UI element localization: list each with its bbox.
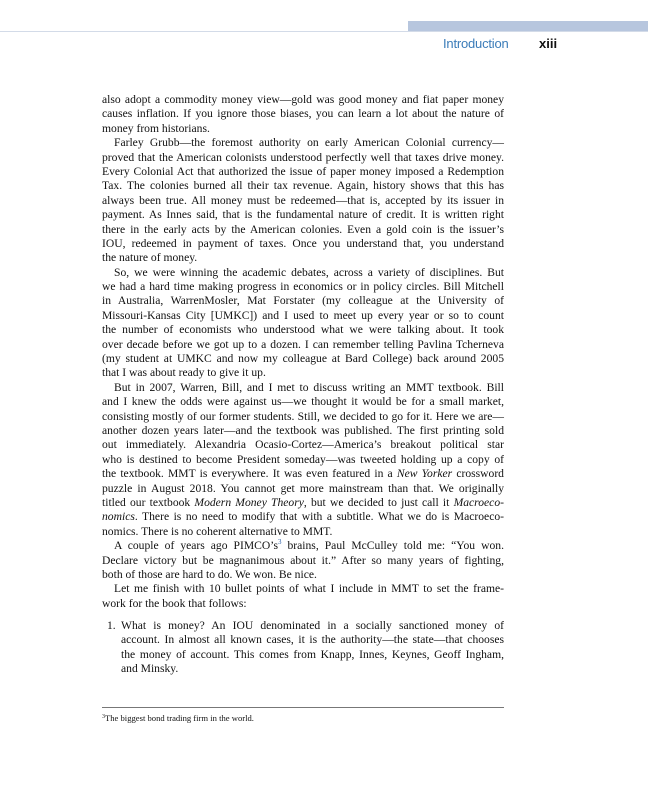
header-rule [0,31,648,32]
paragraph [102,381,504,539]
text-run: money from historians. [102,121,210,135]
text-run: consisting mostly of our former students. Still, we decided to go for it. Here we are— [102,409,504,423]
text-run: What is money? An IOU denominated in a socially sanctioned money of [121,619,504,633]
text-run: . There is no need to modify that with a subtitle. What we do is Macroeco- [134,510,504,524]
text-line [102,266,504,280]
text-line [102,395,504,409]
text-line [102,179,504,193]
text-line [102,280,504,294]
text-run: But in 2007, Warren, Bill, and I met to discuss writing an MMT textbook. Bill [114,380,504,394]
text-line [102,467,504,481]
list-item-body [121,619,504,677]
text-line [102,539,504,553]
text-line [102,165,504,179]
text-line [102,194,504,208]
text-run: always been true. All money must be redeemed—that is, accepted by its issuer in [102,193,504,207]
text-line [102,510,504,524]
text-line [102,438,504,452]
text-line [102,107,504,121]
body-text [102,93,504,677]
text-line [102,151,504,165]
header-accent-bar [408,21,648,31]
text-line [102,453,504,467]
text-line [102,323,504,337]
text-run: Farley Grubb—the foremost authority on early American Colonial currency— [114,136,504,150]
italic-title: nomics [102,510,135,524]
text-run: titled our textbook [102,495,195,509]
text-line [102,294,504,308]
text-run: crossword [452,467,504,481]
text-run: account. In almost all known cases, it is the authority—the state—that chooses [121,633,504,647]
text-run: who is destined to become President someday—was tweeted holding up a copy of [102,452,504,466]
text-run: over decade before we got up to a dozen. I can remember telling Pavlina Tcherneva [102,337,504,351]
text-line [102,93,504,107]
text-line [102,223,504,237]
text-run: payment. As Innes said, that is the fundamental nature of credit. It is written right [102,208,504,222]
text-line [102,525,504,539]
footnote-text: The biggest bond trading firm in the world. [105,713,254,723]
text-line [102,496,504,510]
text-line [121,662,504,676]
text-line [121,648,504,662]
text-run: Tax. The colonies burned all their tax revenue. Again, history shows that this has [102,179,504,193]
italic-title: Macroeco- [453,495,504,509]
text-run: another dozen years later—and the textbook was published. The first printing sold [102,423,504,437]
text-line [102,251,504,265]
italic-title: Modern Money Theory [194,495,304,509]
text-run: brains, Paul McCulley told me: “You won. [281,539,504,553]
text-line [102,568,504,582]
list-number: 1. [107,619,116,633]
footnote-rule [102,707,504,708]
text-line [102,554,504,568]
text-run: Missouri-Kansas City [UMKC]) and I used to meet up every year or so to count [102,308,504,322]
text-line [102,122,504,136]
text-line [102,208,504,222]
text-line [102,136,504,150]
running-head: Introduction [443,36,509,51]
footnote [102,713,254,723]
text-run: the number of economists who understood what we were talking about. It took [102,323,504,337]
text-run: in Australia, WarrenMosler, Mat Forstater (my colleague at the University of [102,294,504,308]
text-run: work for the book that follows: [102,596,247,610]
paragraph [102,266,504,381]
text-run: the money of account. This comes from Knapp, Innes, Keynes, Geoff Ingham, [121,647,504,661]
text-run: , but we decided to just call it [303,495,454,509]
text-line [102,424,504,438]
text-line [102,410,504,424]
italic-title: New Yorker [396,467,453,481]
footnote-reference: 3 [277,538,282,547]
text-run: Declare victory but be magnanimous about it.” After so many years of fighting, [102,553,504,567]
text-line [102,338,504,352]
footnote-marker: 3 [102,714,105,720]
text-run: both of those are hard to do. We won. Be nice. [102,567,317,581]
text-line [102,366,504,380]
paragraph [102,539,504,582]
numbered-list-item [102,619,504,677]
text-run: puzzle in August 2018. You cannot get more mainstream than that. We originally [102,481,504,495]
text-line [102,582,504,596]
text-line [102,482,504,496]
paragraph [102,582,504,611]
text-run: nomics. There is no coherent alternative to MMT. [102,524,333,538]
text-run: Let me finish with 10 bullet points of what I include in MMT to set the frame- [114,582,504,596]
text-line [102,237,504,251]
paragraph [102,136,504,266]
paragraph [102,93,504,136]
text-line [102,352,504,366]
text-run: there in the early acts by the American colonies. Even a gold coin is the issuer’s [102,222,504,236]
text-run: also adopt a commodity money view—gold was good money and fiat paper money [102,93,504,106]
text-line [121,619,504,633]
text-line [102,309,504,323]
text-run: the nature of money. [102,251,198,265]
text-run: A couple of years ago PIMCO’s [114,539,278,553]
text-run: Every Colonial Act that authorized the issue of paper money imposed a Redemption [102,164,504,178]
text-run: and Minsky. [121,662,179,676]
text-line [102,597,504,611]
text-run: So, we were winning the academic debates, across a variety of disciplines. But [114,265,504,279]
text-line [102,381,504,395]
text-run: IOU, redeemed in payment of taxes. Once you understand that, you understand [102,236,504,250]
text-run: causes inflation. If you ignore those biases, you can learn a lot about the nature of [102,107,504,121]
text-run: proved that the American colonists understood perfectly well that taxes drive money. [102,150,504,164]
text-run: (my student at UMKC and now my colleague at Bard College) back around 2005 [102,352,504,366]
text-run: and I knew the odds were against us—we thought it would be for a small market, [102,395,504,409]
text-run: that I was about ready to give it up. [102,366,266,380]
page-number: xiii [539,36,558,51]
text-run: out immediately. Alexandria Ocasio-Cortez—America’s breakout political star [102,438,504,452]
text-run: we had a hard time making progress in economics or in policy circles. Bill Mitchell [102,280,504,294]
text-line [121,633,504,647]
text-run: the textbook. MMT is everywhere. It was even featured in a [102,467,397,481]
